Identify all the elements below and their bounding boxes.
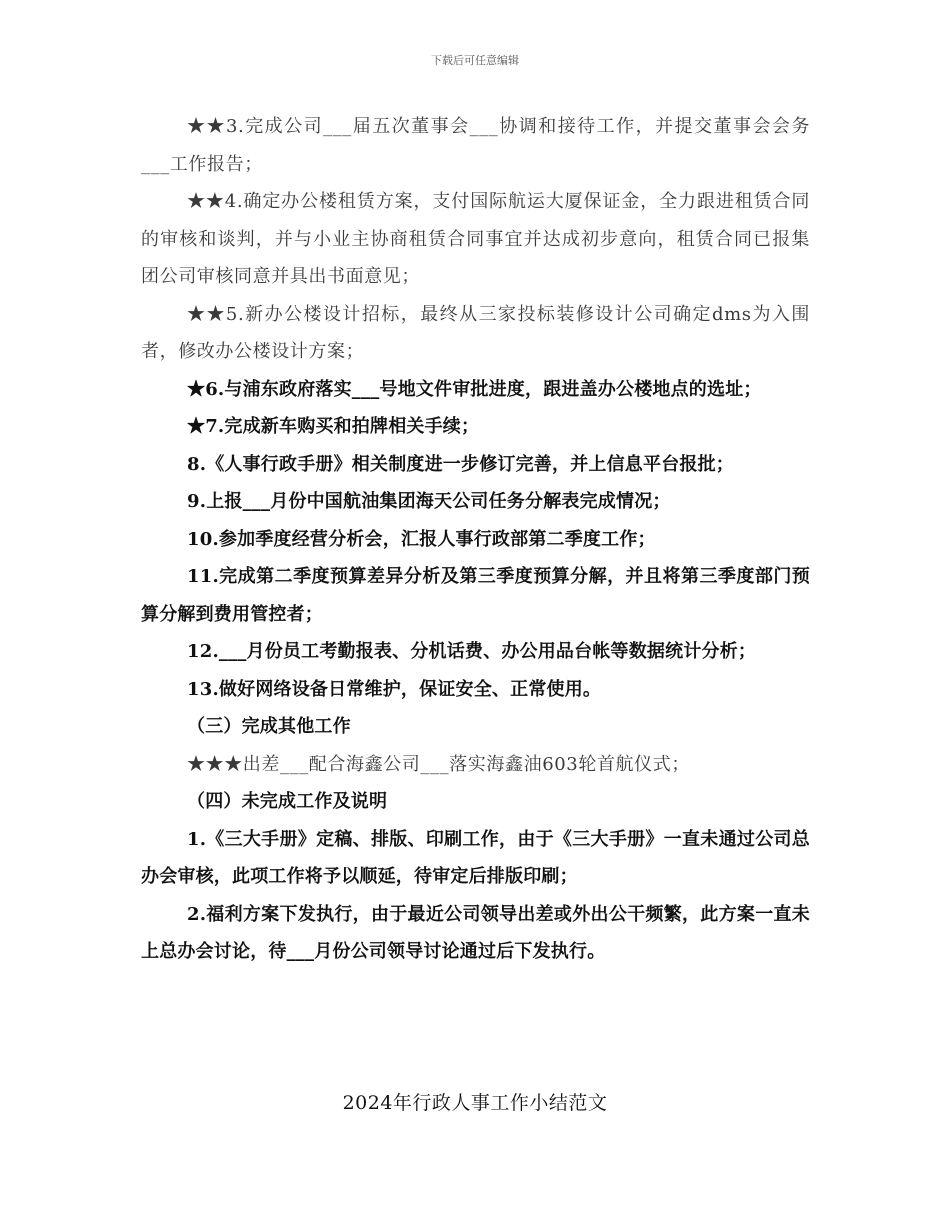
section-heading-unfinished-work: （四）未完成工作及说明 <box>187 791 388 812</box>
paragraph-item-11: 11.完成第二季度预算差异分析及第三季度预算分解，并且将第三季度部门预算分解到费用管控者； <box>141 566 810 625</box>
paragraph-item-6: ★6.与浦东政府落实___号地文件审批进度，跟进盖办公楼地点的选址； <box>187 378 762 400</box>
paragraph-item-10: 10.参加季度经营分析会，汇报人事行政部第二季度工作； <box>187 528 656 550</box>
paragraph-item-13: 13.做好网络设备日常维护，保证安全、正常使用。 <box>187 678 602 700</box>
document-body <box>141 108 810 971</box>
page-header-note: 下载后可任意编辑 <box>431 54 519 67</box>
paragraph-item-7: ★7.完成新车购买和拍牌相关手续； <box>187 416 480 437</box>
paragraph-unfinished-2: 2.福利方案下发执行，由于最近公司领导出差或外出公干频繁，此方案一直未上总办会讨论，待___月份公司领导讨论通过后下发执行。 <box>141 903 810 962</box>
paragraph-item-9: 9.上报___月份中国航油集团海天公司任务分解表完成情况； <box>187 491 671 512</box>
paragraph-item-5: ★★5.新办公楼设计招标，最终从三家投标装修设计公司确定dms为入围者，修改办公楼设计方案； <box>141 303 810 362</box>
paragraph-item-4: ★★4.确定办公楼租赁方案，支付国际航运大厦保证金，全力跟进租赁合同的审核和谈判，并与小业主协商租赁合同事宜并达成初步意向，租赁合同已报集团公司审核同意并具出书面意见； <box>141 191 810 287</box>
paragraph-item-12: 12.___月份员工考勤报表、分机话费、办公用品台帐等数据统计分析； <box>187 641 757 662</box>
paragraph-item-8: 8.《人事行政手册》相关制度进一步修订完善，并上信息平台报批； <box>187 453 734 475</box>
paragraph-item-business-trip: ★★★出差___配合海鑫公司___落实海鑫油603轮首航仪式； <box>187 753 690 775</box>
paragraph-unfinished-1: 1.《三大手册》定稿、排版、印刷工作，由于《三大手册》一直未通过公司总办会审核，此项工作将予以顺延，待审定后排版印刷； <box>141 828 810 887</box>
paragraph-item-3: ★★3.完成公司___届五次董事会___协调和接待工作，并提交董事会会务___工作报告； <box>141 116 810 175</box>
document-title: 2024年行政人事工作小结范文 <box>342 1092 608 1114</box>
section-heading-other-work: （三）完成其他工作 <box>187 716 351 737</box>
